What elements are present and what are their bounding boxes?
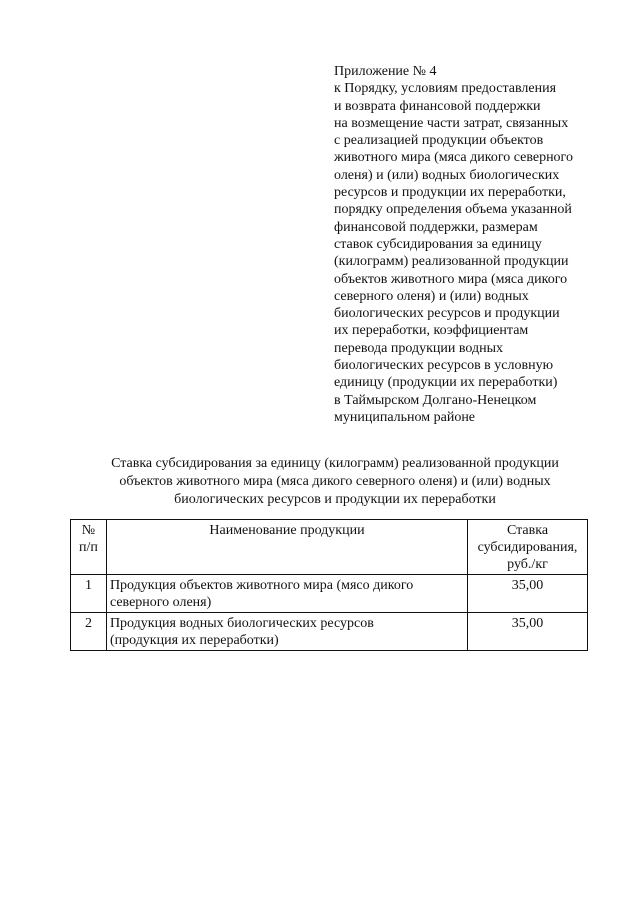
row-number: 2: [71, 613, 107, 651]
appendix-line: порядку определения объема указанной: [334, 202, 572, 218]
appendix-line: ставок субсидирования за единицу: [334, 236, 542, 252]
header-rate-line: Ставка: [506, 523, 549, 538]
header-rate-line: субсидирования,: [477, 540, 578, 555]
appendix-line: (килограмм) реализованной продукции: [334, 254, 569, 270]
title-line: Ставка субсидирования за единицу (килограмм) реализованной продукции: [111, 456, 559, 471]
header-product-name: [106, 520, 467, 575]
rates-table: [70, 519, 588, 651]
appendix-line: Приложение № 4: [334, 64, 437, 79]
appendix-block: [334, 63, 624, 426]
row-number: 1: [71, 575, 107, 613]
appendix-line: биологических ресурсов и продукции: [334, 306, 560, 322]
product-name-line: Продукция объектов животного мира (мясо дикого: [109, 578, 414, 593]
appendix-line: объектов животного мира (мяса дикого: [334, 271, 568, 287]
product-name-line: северного оленя): [109, 595, 212, 610]
row-product-name: [106, 575, 467, 613]
appendix-line: и возврата финансовой поддержки: [334, 98, 541, 114]
table-row: [71, 575, 588, 613]
appendix-line: животного мира (мяса дикого северного: [334, 150, 573, 166]
header-product-name-text: Наименование продукции: [209, 523, 365, 538]
table-row: [71, 613, 588, 651]
header-number-line: №: [81, 523, 96, 538]
header-rate: [468, 520, 588, 575]
appendix-line: на возмещение части затрат, связанных: [334, 115, 569, 131]
row-product-name: [106, 613, 467, 651]
appendix-line: оленя) и (или) водных биологических: [334, 167, 560, 183]
appendix-line: муниципальном районе: [334, 409, 476, 425]
product-name-line: (продукция их переработки): [109, 633, 279, 648]
appendix-line: ресурсов и продукции их переработки,: [334, 185, 566, 201]
appendix-line: северного оленя) и (или) водных: [334, 288, 529, 304]
document-title: [40, 455, 630, 509]
product-name-line: Продукция водных биологических ресурсов: [109, 616, 374, 631]
appendix-line: перевода продукции водных: [334, 340, 503, 356]
appendix-line: к Порядку, условиям предоставления: [334, 81, 557, 97]
appendix-line: их переработки, коэффициентам: [334, 323, 529, 339]
appendix-line: биологических ресурсов в условную: [334, 358, 554, 374]
appendix-line: единицу (продукции их переработки): [334, 375, 558, 391]
row-rate: 35,00: [468, 575, 588, 613]
appendix-line: финансовой поддержки, размерам: [334, 219, 538, 235]
title-line: объектов животного мира (мяса дикого северного оленя) и (или) водных: [119, 474, 551, 489]
title-line: биологических ресурсов и продукции их переработки: [174, 492, 496, 507]
appendix-line: в Таймырском Долгано-Ненецком: [334, 392, 537, 408]
row-rate: 35,00: [468, 613, 588, 651]
appendix-line: с реализацией продукции объектов: [334, 133, 544, 149]
header-number-line: п/п: [79, 540, 98, 555]
header-rate-line: руб./кг: [507, 557, 548, 572]
table-header-row: [71, 520, 588, 575]
header-number: [71, 520, 107, 575]
